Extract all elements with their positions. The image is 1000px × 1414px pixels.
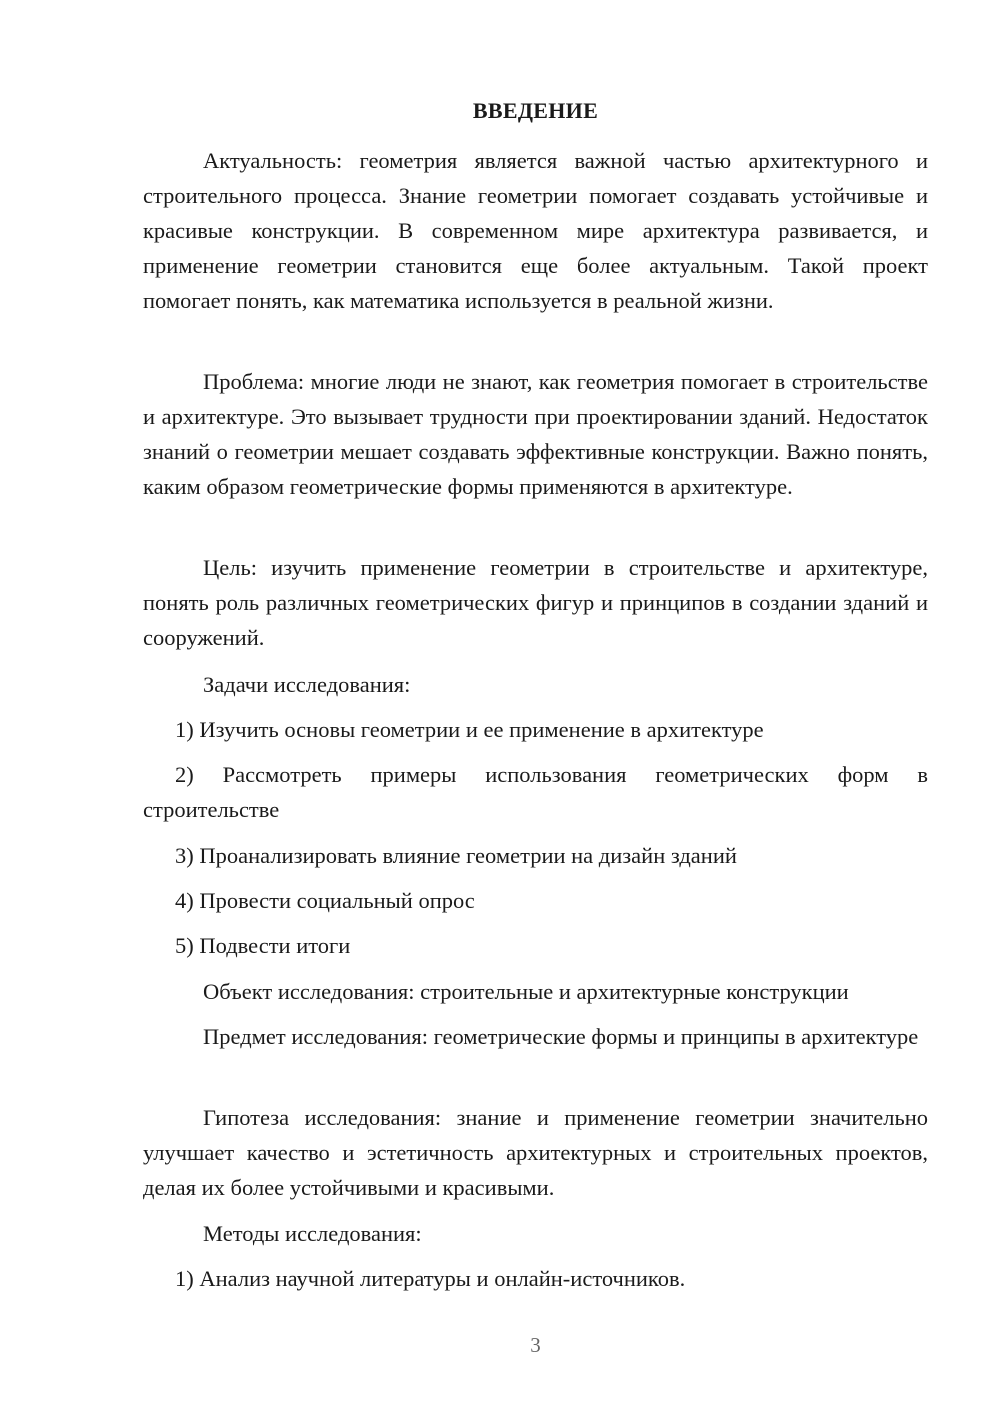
task-item-4: 4) Провести социальный опрос	[175, 888, 475, 913]
tasks-heading: Задачи исследования:	[203, 672, 411, 697]
problem-paragraph: Проблема: многие люди не знают, как геометрия помогает в строительстве и архитектуре. Это вызывает трудности при проектировании зданий. Недостаток знаний о геометрии мешает создавать эффективные конструкции. Важно понять, каким образом геометрические формы применяются в архитектуре.	[143, 369, 928, 499]
task-item-3: 3) Проанализировать влияние геометрии на дизайн зданий	[175, 843, 737, 868]
relevance-paragraph: Актуальность: геометрия является важной частью архитектурного и строительного процесса. Знание геометрии помогает создавать устойчивые и красивые конструкции. В современном мире архитектура развивается, и применение геометрии становится еще более актуальным. Такой проект помогает понять, как математика используется в реальной жизни.	[143, 148, 928, 313]
method-item-1: 1) Анализ научной литературы и онлайн-источников.	[175, 1266, 686, 1291]
task-item-1: 1) Изучить основы геометрии и ее применение в архитектуре	[175, 717, 764, 742]
goal-paragraph: Цель: изучить применение геометрии в строительстве и архитектуре, понять роль различных геометрических фигур и принципов в создании зданий и сооружений.	[143, 555, 928, 650]
page-number: 3	[530, 1333, 541, 1357]
research-subject-paragraph: Предмет исследования: геометрические формы и принципы в архитектуре	[203, 1024, 919, 1049]
page-title: ВВЕДЕНИЕ	[472, 98, 599, 123]
document-page	[143, 0, 928, 1414]
research-object-paragraph: Объект исследования: строительные и архитектурные конструкции	[203, 979, 849, 1004]
methods-heading: Методы исследования:	[203, 1221, 422, 1246]
task-item-2: 2) Рассмотреть примеры использования геометрических форм в строительстве	[143, 762, 928, 822]
task-item-5: 5) Подвести итоги	[175, 933, 351, 958]
hypothesis-paragraph: Гипотеза исследования: знание и применение геометрии значительно улучшает качество и эстетичность архитектурных и строительных проектов, делая их более устойчивыми и красивыми.	[143, 1105, 928, 1200]
